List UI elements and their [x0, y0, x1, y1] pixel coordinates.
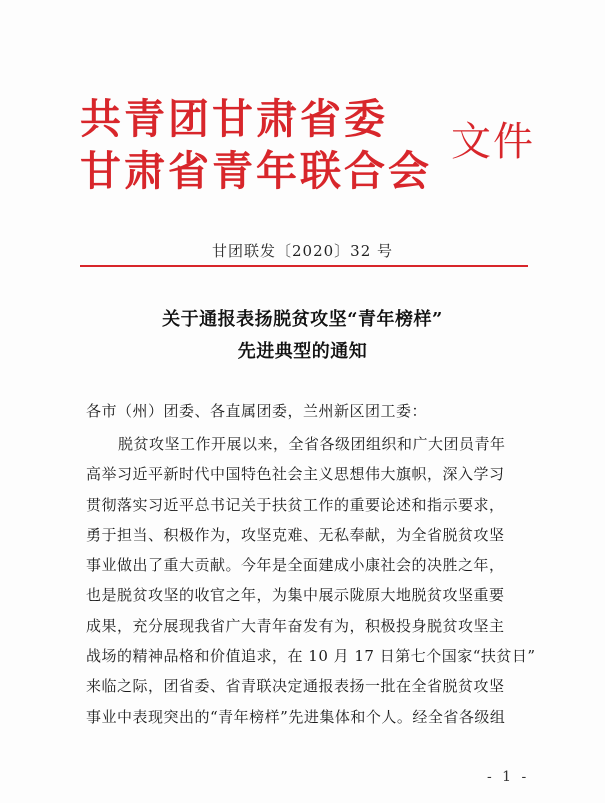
notice-title-line-1: 关于通报表扬脱贫攻坚“青年榜样” — [162, 309, 443, 330]
body-line: 战场的精神品格和价值追求，在 10 月 17 日第七个国家“扶贫日” — [86, 647, 536, 666]
body-line: 事业中表现突出的“青年榜样”先进集体和个人。经全省各级组 — [86, 707, 506, 726]
body-line: 高举习近平新时代中国特色社会主义思想伟大旗帜，深入学习 — [86, 465, 505, 484]
body-line: 来临之际，团省委、省青联决定通报表扬一批在全省脱贫攻坚 — [86, 677, 505, 696]
red-divider-line — [80, 265, 528, 267]
issuer-name-line-1: 共青团甘肃省委 — [80, 95, 388, 143]
page-number: - 1 - — [487, 769, 530, 785]
body-line: 事业做出了重大贡献。今年是全面建成小康社会的决胜之年， — [86, 556, 505, 575]
body-paragraph — [86, 429, 536, 732]
body-line: 也是脱贫攻坚的收官之年，为集中展示陇原大地脱贫攻坚重要 — [86, 586, 505, 605]
body-line: 勇于担当、积极作为，攻坚克难、无私奉献，为全省脱贫攻坚 — [86, 525, 505, 544]
body-line: 成果，充分展现我省广大青年奋发有为，积极投身脱贫攻坚主 — [86, 616, 505, 635]
document-number: 甘团联发〔2020〕32 号 — [211, 242, 394, 260]
body-line: 脱贫攻坚工作开展以来，全省各级团组织和广大团员青年 — [118, 435, 506, 453]
issuer-name-line-2: 甘肃省青年联合会 — [80, 147, 432, 195]
body-line: 贯彻落实习近平总书记关于扶贫工作的重要论述和指示要求， — [86, 495, 505, 514]
notice-title-line-2: 先进典型的通知 — [237, 341, 368, 362]
document-type-label: 文件 — [451, 119, 535, 165]
salutation: 各市（州）团委、各直属团委，兰州新区团工委： — [86, 402, 428, 420]
